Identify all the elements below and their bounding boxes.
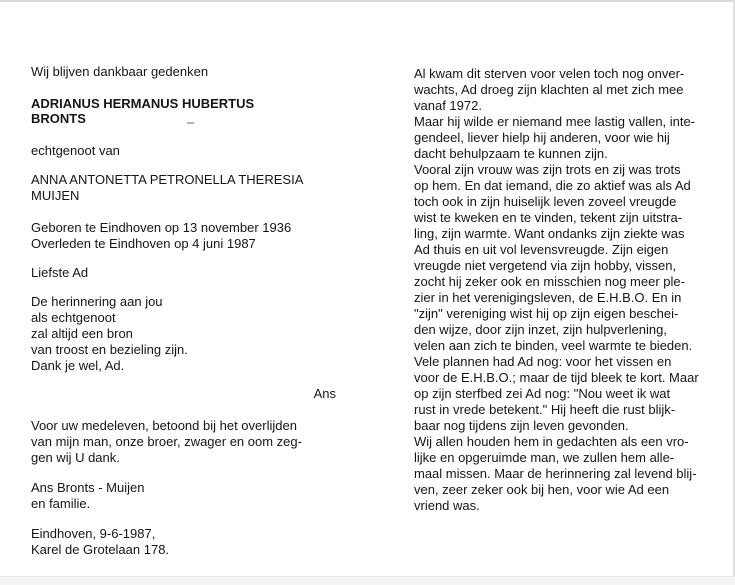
paragraph-3: Vooral zijn vrouw was zijn trots en zij was trots op hem. En dat iemand, die zo aktief was als Ad toch ook in zijn huiselijk leven zoveel vreugde wist te kweken en te vinden, tekent zijn uitstra- ling, zijn warmte. Want ondanks zijn ziekte was Ad thuis en uit vol levensvreugde. Zijn eigen vreugde niet vergetend via zijn hobby, vissen, zocht hij zeker ook en misschien nog meer ple- zier in het verenigingsleven, de E.H.B.O. En in "zijn" vereniging wist hij op zijn eigen beschei- den wijze, door zijn inzet, zijn hulpverlening, velen aan zich te binden, veel warmte te bieden.	[414, 162, 693, 353]
paragraph-2: Maar hij wilde er niemand mee lastig vallen, inte- gendeel, liever hielp hij anderen, voor wie hij dacht behulpzaam te kunnen zijn.	[414, 114, 696, 161]
paragraph-5: Wij allen houden hem in gedachten als een vro- lijke en opgeruimde man, we zullen hem alle- maal missen. Maar de herinnering zal levend blij- ven, zeer zeker ook bij hen, voor wie Ad een vriend was.	[414, 434, 697, 513]
intro-line: Wij blijven dankbaar gedenken	[31, 64, 209, 79]
deceased-name: ADRIANUS HERMANUS HUBERTUS BRONTS	[31, 96, 255, 126]
thank-you-note: Voor uw medeleven, betoond bij het overlijden van mijn man, onze broer, zwager en oom zeg- gen wij U dank.	[31, 418, 302, 465]
right-column	[414, 66, 708, 514]
salutation: Liefste Ad	[31, 265, 89, 280]
family-signature: Ans Bronts - Muijen en familie.	[31, 480, 145, 511]
spouse-name: ANNA ANTONETTA PETRONELLA THERESIA MUIJEN	[31, 172, 304, 203]
spouse-label: echtgenoot van	[31, 143, 120, 158]
paragraph-4: Vele plannen had Ad nog: voor het vissen en voor de E.H.B.O.; maar de tijd bleek te kort. Maar op zijn sterfbed zei Ad nog: "Nou weet ik wat rust in vrede betekent." Hij heeft die rust blijk- baar nog tijdens zijn leven gevonden.	[414, 354, 699, 433]
card-bottom-edge	[0, 576, 735, 585]
place-date-address: Eindhoven, 9-6-1987, Karel de Grotelaan 178.	[31, 526, 170, 557]
left-column	[31, 64, 336, 558]
poem: De herinnering aan jou als echtgenoot zal altijd een bron van troost en bezieling zijn. Dank je wel, Ad.	[31, 294, 188, 373]
card-top-edge	[0, 0, 735, 2]
signature: Ans	[313, 386, 336, 401]
birth-death-dates: Geboren te Eindhoven op 13 november 1936 Overleden te Eindhoven op 4 juni 1987	[31, 220, 292, 251]
paragraph-1: Al kwam dit sterven voor velen toch nog onver- wachts, Ad droeg zijn klachten al met zich mee vanaf 1972.	[414, 66, 685, 113]
